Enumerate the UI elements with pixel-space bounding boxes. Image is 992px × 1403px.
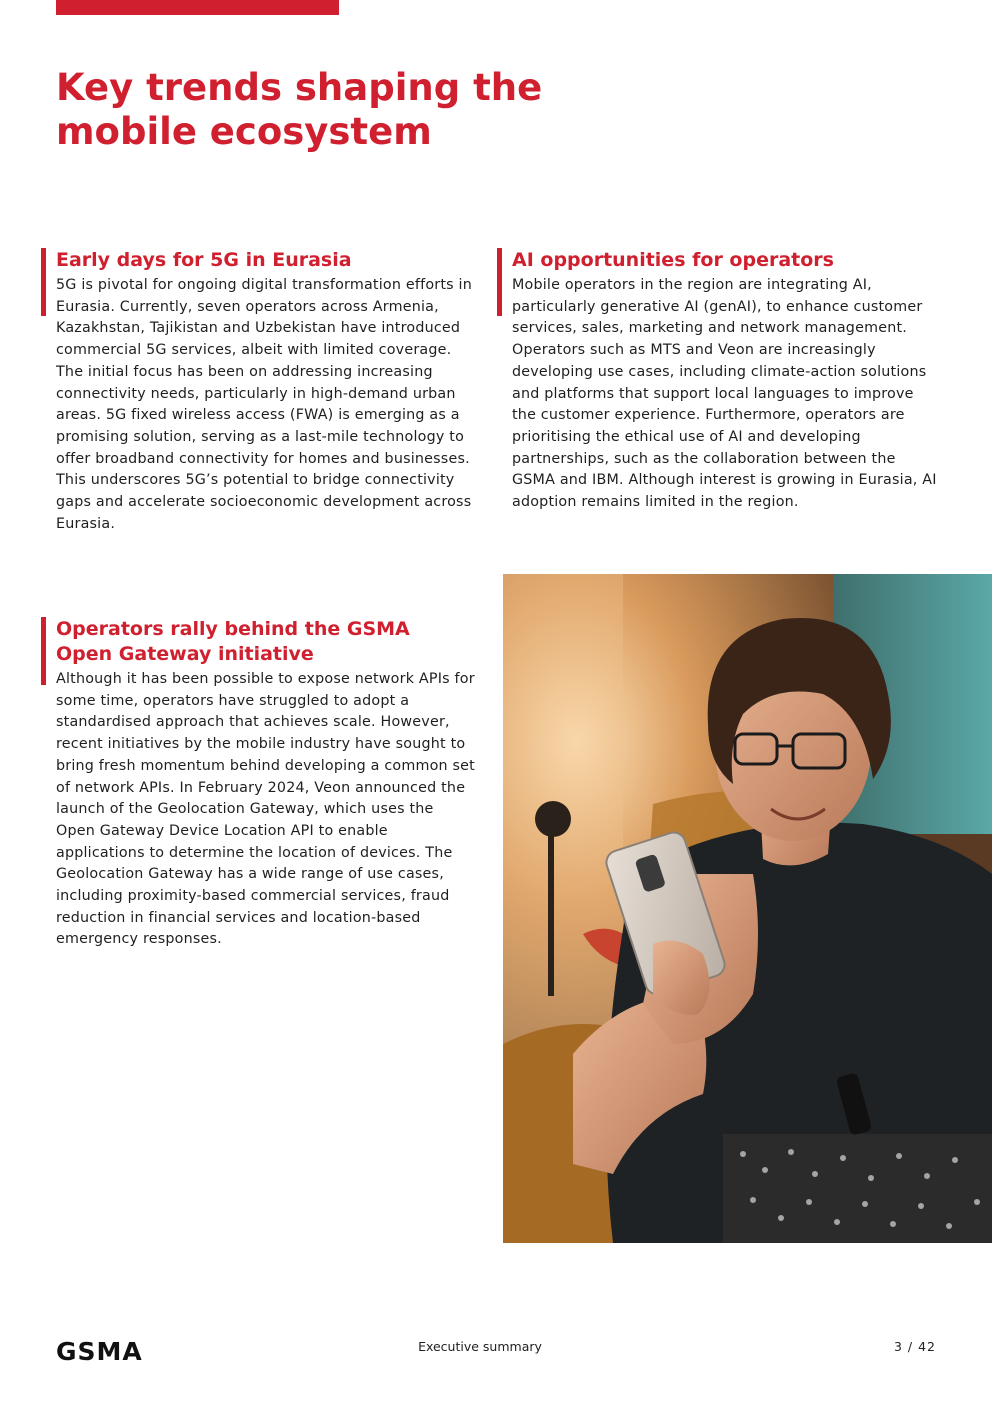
page-title: Key trends shaping the mobile ecosystem xyxy=(56,66,543,153)
section-body: Mobile operators in the region are integrating AI, particularly generative AI (genAI), to enhance customer services, sales, marketing and network management. Operators such as MTS and Veon are increasingly developing use cases, including climate-action solutions and platforms that support local languages to improve the customer experience. Furthermore, operators are prioritising the ethical use of AI and developing partnerships, such as the collaboration between the GSMA and IBM. Although interest is growing in Eurasia, AI adoption remains limited in the region. xyxy=(512,277,937,511)
section-body: Although it has been possible to expose network APIs for some time, operators have struggled to adopt a standardised approach that achieves scale. However, recent initiatives by the mobile industry have sought to bring fresh momentum behind developing a common set of network APIs. In February 2024, Veon announced the launch of the Geolocation Gateway, which uses the Open Gateway Device Location API to enable applications to determine the location of devices. The Geolocation Gateway has a wide range of use cases, including proximity-based commercial services, fraud reduction in financial services and location-based emergency responses. xyxy=(56,671,475,948)
section-ai-opportunities xyxy=(512,248,942,514)
section-body: 5G is pivotal for ongoing digital transformation efforts in Eurasia. Currently, seven operators across Armenia, Kazakhstan, Tajikistan and Uzbekistan have introduced commercial 5G services, albeit with limited coverage. The initial focus has been on addressing increasing connectivity needs, particularly in high-demand urban areas. 5G fixed wireless access (FWA) is emerging as a promising solution, serving as a last-mile technology to offer broadband connectivity for homes and businesses. This underscores 5G’s potential to bridge connectivity gaps and accelerate socioeconomic development across Eurasia. xyxy=(56,277,472,532)
section-accent-bar xyxy=(41,617,46,685)
section-accent-bar xyxy=(497,248,502,316)
footer-section-label: Executive summary xyxy=(418,1339,542,1354)
page-number: 3 / 42 xyxy=(893,1339,936,1354)
section-heading: Early days for 5G in Eurasia xyxy=(56,249,352,271)
top-accent-bar xyxy=(56,0,339,15)
section-open-gateway xyxy=(56,617,476,951)
section-heading: AI opportunities for operators xyxy=(512,249,834,271)
photo-woman-with-smartphone xyxy=(503,574,992,1243)
section-heading: Operators rally behind the GSMA Open Gateway initiative xyxy=(56,618,410,665)
section-early-5g xyxy=(56,248,476,535)
gsma-logo: GSMA xyxy=(56,1337,143,1366)
section-accent-bar xyxy=(41,248,46,316)
